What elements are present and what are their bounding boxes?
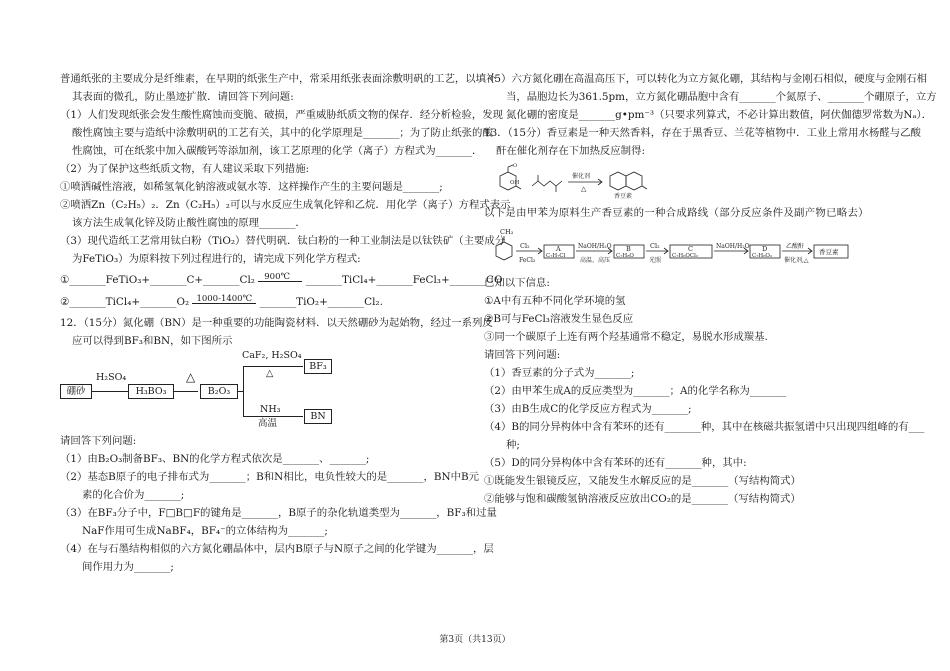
eq1-left: ①_______FeTiO₃+_______C+_______Cl₂ <box>60 274 255 286</box>
route-a-label: A <box>556 245 561 253</box>
route-d-formula: C₇H₆O₂ <box>752 253 773 259</box>
route-b-label: B <box>626 245 631 253</box>
route-cond5-bottom: 催化剂,△ <box>784 257 809 264</box>
q1-line-3: 性腐蚀，可在纸浆中加入碳酸钙等添加剂，该工艺原理的化学（离子）方程式为_______． <box>72 145 483 157</box>
q12-line-2: 应可以得到BF₃和BN，如下图所示 <box>72 335 233 347</box>
flow-delta-label: △ <box>186 370 196 384</box>
flow-box-borax: 硼砂 <box>60 384 92 399</box>
route-c-label: C <box>688 245 693 253</box>
coumarin-ring-a <box>610 172 626 190</box>
bn-flow-diagram <box>60 350 470 429</box>
q2b-line-2: 该方法生成氧化锌及防止酸性腐蚀的原理_______． <box>72 217 306 229</box>
flow-box-bf3: BF₃ <box>304 359 332 374</box>
flow-box-h3bo3: H₃BO₃ <box>128 384 174 399</box>
q13-line-1: 13．（15分）香豆素是一种天然香料，存在于黑香豆、兰花等植物中．工业上常用水杨醛与乙酸 <box>484 127 921 139</box>
q12-sub-1: （1）由B₂O₃制备BF₃、BN的化学方程式依次是_______、_______; <box>60 453 370 465</box>
anhydride-chain <box>532 181 562 186</box>
q12-sub-4-line-2: 间作用力为_______; <box>82 561 174 573</box>
q12-sub-5-line-1: （5）六方氮化硼在高温高压下，可以转化为立方氮化硼，其结构与金刚石相似，硬度与金刚石相 <box>484 73 928 85</box>
route-intro: 以下是由甲苯为原料生产香豆素的一种合成路线（部分反应条件及副产物已略去） <box>484 207 869 219</box>
q13-sub-2: （2）由甲苯生成A的反应类型为_______；A的化学名称为_______ <box>484 385 787 397</box>
info-2: ②B可与FeCl₃溶液发生显色反应 <box>484 313 634 325</box>
right-column <box>484 70 937 508</box>
route-cond5-top: 乙酸酐 <box>786 243 805 250</box>
q12-line-1: 12．（15分）氮化硼（BN）是一种重要的功能陶瓷材料．以天然硼砂为起始物，经过一系列反 <box>60 317 493 329</box>
toluene-ring <box>496 242 512 260</box>
flow-arrow-top <box>243 366 303 367</box>
route-cond1-top: Cl₂ <box>520 242 530 250</box>
q2-line: （2）为了保护这些纸质文物，有人建议采取下列措施: <box>60 163 310 175</box>
info-1: ①A中有五种不同化学环境的氢 <box>484 295 626 307</box>
route-c-formula: C₇H₆OCl₂ <box>672 253 699 259</box>
flow-h2so4-label: H₂SO₄ <box>96 372 127 383</box>
q12-sub-3-line-2: NaF作用可生成NaBF₄，BF₄⁻的立体结构为_______; <box>82 525 328 537</box>
q1-line-1: （1）人们发现纸张会发生酸性腐蚀而变脆、破损，严重威胁纸质文物的保存．经分析检验，发现 <box>60 109 504 121</box>
q3-line-1: （3）现代造纸工艺常用钛白粉（TiO₂）替代明矾．钛白粉的一种工业制法是以钛铁矿（主要成分 <box>60 235 506 247</box>
synthesis-route <box>484 226 899 270</box>
flow-arrow-1 <box>92 391 128 392</box>
coumarin-ring-b <box>626 172 642 190</box>
q12-sub-3-line-1: （3）在BF₃分子中，F□B□F的键角是_______，B原子的杂化轨道类型为_______，BF₃和过量 <box>60 507 497 519</box>
intro-line-1: 普通纸张的主要成分是纤维素，在早期的纸张生产中，常采用纸张表面涂敷明矾的工艺，以填补 <box>60 73 497 85</box>
info-3: ③同一个碳原子上连有两个羟基通常不稳定，易脱水形成羰基. <box>484 331 768 343</box>
eq1-condition-arrow <box>258 273 302 287</box>
route-ch3-label: CH₃ <box>500 228 514 236</box>
route-b-formula: C₇H₈O <box>616 253 634 259</box>
rxn-delta-label: △ <box>581 185 587 193</box>
q2a-line: ①喷洒碱性溶液，如稀氢氧化钠溶液或氨水等．这样操作产生的主要问题是_______; <box>60 181 443 193</box>
svg-text:O: O <box>513 163 518 169</box>
eq1-condition: 900℃ <box>264 272 290 282</box>
flow-high-temp-label: 高温 <box>258 418 278 429</box>
intro-line-2: 其表面的微孔，防止墨迹扩散．请回答下列问题: <box>72 91 294 103</box>
q13-sub-4-line-1: （4）B的同分异构体中含有苯环的还有_______种，其中在核磁共振氢谱中只出现四组峰的有___ <box>484 421 925 433</box>
q12-ask: 请回答下列问题: <box>60 435 137 447</box>
equation-1 <box>60 271 503 289</box>
q13-sub-4-line-2: 种; <box>506 439 520 451</box>
q12-sub-5-line-2: 当，晶胞边长为361.5pm，立方氮化硼晶胞中含有_______个氮原子、_______个硼原子，立方 <box>506 91 937 103</box>
route-a-formula: C₇H₇Cl <box>546 253 566 259</box>
q13-ask: 请回答下列问题: <box>484 349 561 361</box>
flow-delta2-label: △ <box>266 368 274 379</box>
page-footer: 第3页（共13页） <box>439 635 511 645</box>
q13-sub-5a: ①既能发生银镜反应，又能发生水解反应的是_______（写结构简式） <box>484 475 801 487</box>
flow-nh3-label: NH₃ <box>260 404 281 415</box>
route-cond3-top: Cl₂ <box>650 242 660 250</box>
equation-2 <box>60 293 470 311</box>
rxn-product-label: 香豆素 <box>614 193 633 200</box>
q1-line-2: 酸性腐蚀主要与造纸中涂敷明矾的工艺有关，其中的化学原理是_______；为了防止纸张的酸 <box>72 127 493 139</box>
q3-line-2: 为FeTiO₃）为原料按下列过程进行的，请完成下列化学方程式: <box>72 253 361 265</box>
q12-sub-2-line-2: 素的化合价为_______; <box>82 489 185 501</box>
flow-branch-vertical <box>243 366 244 416</box>
eq2-condition-arrow <box>192 295 256 309</box>
eq2-left: ②_______TiCl₄+_______O₂ <box>60 296 190 308</box>
route-cond1-bottom: FeCl₃ <box>519 257 536 264</box>
synthesis-route-svg <box>492 226 852 270</box>
route-cond4-top: NaOH/H₂O <box>716 243 750 250</box>
flow-caf2-label: CaF₂, H₂SO₄ <box>242 350 302 361</box>
q13-sub-5: （5）D的同分异构体中含有苯环的还有_______种，其中: <box>484 457 747 469</box>
flow-arrow-2 <box>174 391 198 392</box>
route-cond2-top: NaOH/H₂O <box>578 243 612 250</box>
q13-sub-1: （1）香豆素的分子式为_______; <box>484 367 635 379</box>
eq1-arrow-line <box>258 281 302 282</box>
coumarin-reaction <box>484 164 899 200</box>
route-cond3-bottom: 光照 <box>649 257 662 264</box>
q12-sub-4-line-1: （4）在与石墨结构相似的六方氮化硼晶体中，层内B原子与N原子之间的化学键为_______，层 <box>60 543 494 555</box>
q13-sub-5b: ②能够与饱和碳酸氢钠溶液反应放出CO₂的是_______（写结构简式） <box>484 493 801 505</box>
eq1-right: _______TiCl₄+_______FeCl₃+_______CO <box>305 274 503 286</box>
q13-sub-3: （3）由B生成C的化学反应方程式为_______; <box>484 403 692 415</box>
q12-sub-2-line-1: （2）基态B原子的电子排布式为_______；B和N相比，电负性较大的是_______，BN中B元 <box>60 471 480 483</box>
route-final-label: 香豆素 <box>819 248 839 256</box>
route-cond2-bottom: 高温、高压 <box>580 257 611 264</box>
eq2-condition: 1000-1400℃ <box>196 294 253 304</box>
eq2-right: _______TiO₂+_______Cl₂. <box>259 296 383 308</box>
flow-box-bn: BN <box>304 409 332 424</box>
eq2-arrow-line <box>192 303 256 304</box>
svg-text:OH: OH <box>510 180 520 186</box>
rxn-catalyst-label: 催化剂 <box>572 173 591 180</box>
q13-line-2: 酐在催化剂存在下加热反应制得: <box>496 145 645 157</box>
route-d-label: D <box>762 245 768 253</box>
q12-sub-5-line-3: 氮化硼的密度是_______g•pm⁻³（只要求列算式，不必计算出数值，阿伏伽德罗常数为Nₐ）． <box>506 109 933 121</box>
info-heading: 已知以下信息: <box>484 277 550 289</box>
coumarin-reaction-svg <box>496 164 686 200</box>
flow-box-b2o3: B₂O₃ <box>200 384 238 399</box>
q2b-line-1: ②喷洒Zn（C₂H₅）₂．Zn（C₂H₅）₂可以与水反应生成氧化锌和乙烷．用化学（离子）方程式表示 <box>60 199 511 211</box>
flow-arrow-bottom <box>243 416 303 417</box>
